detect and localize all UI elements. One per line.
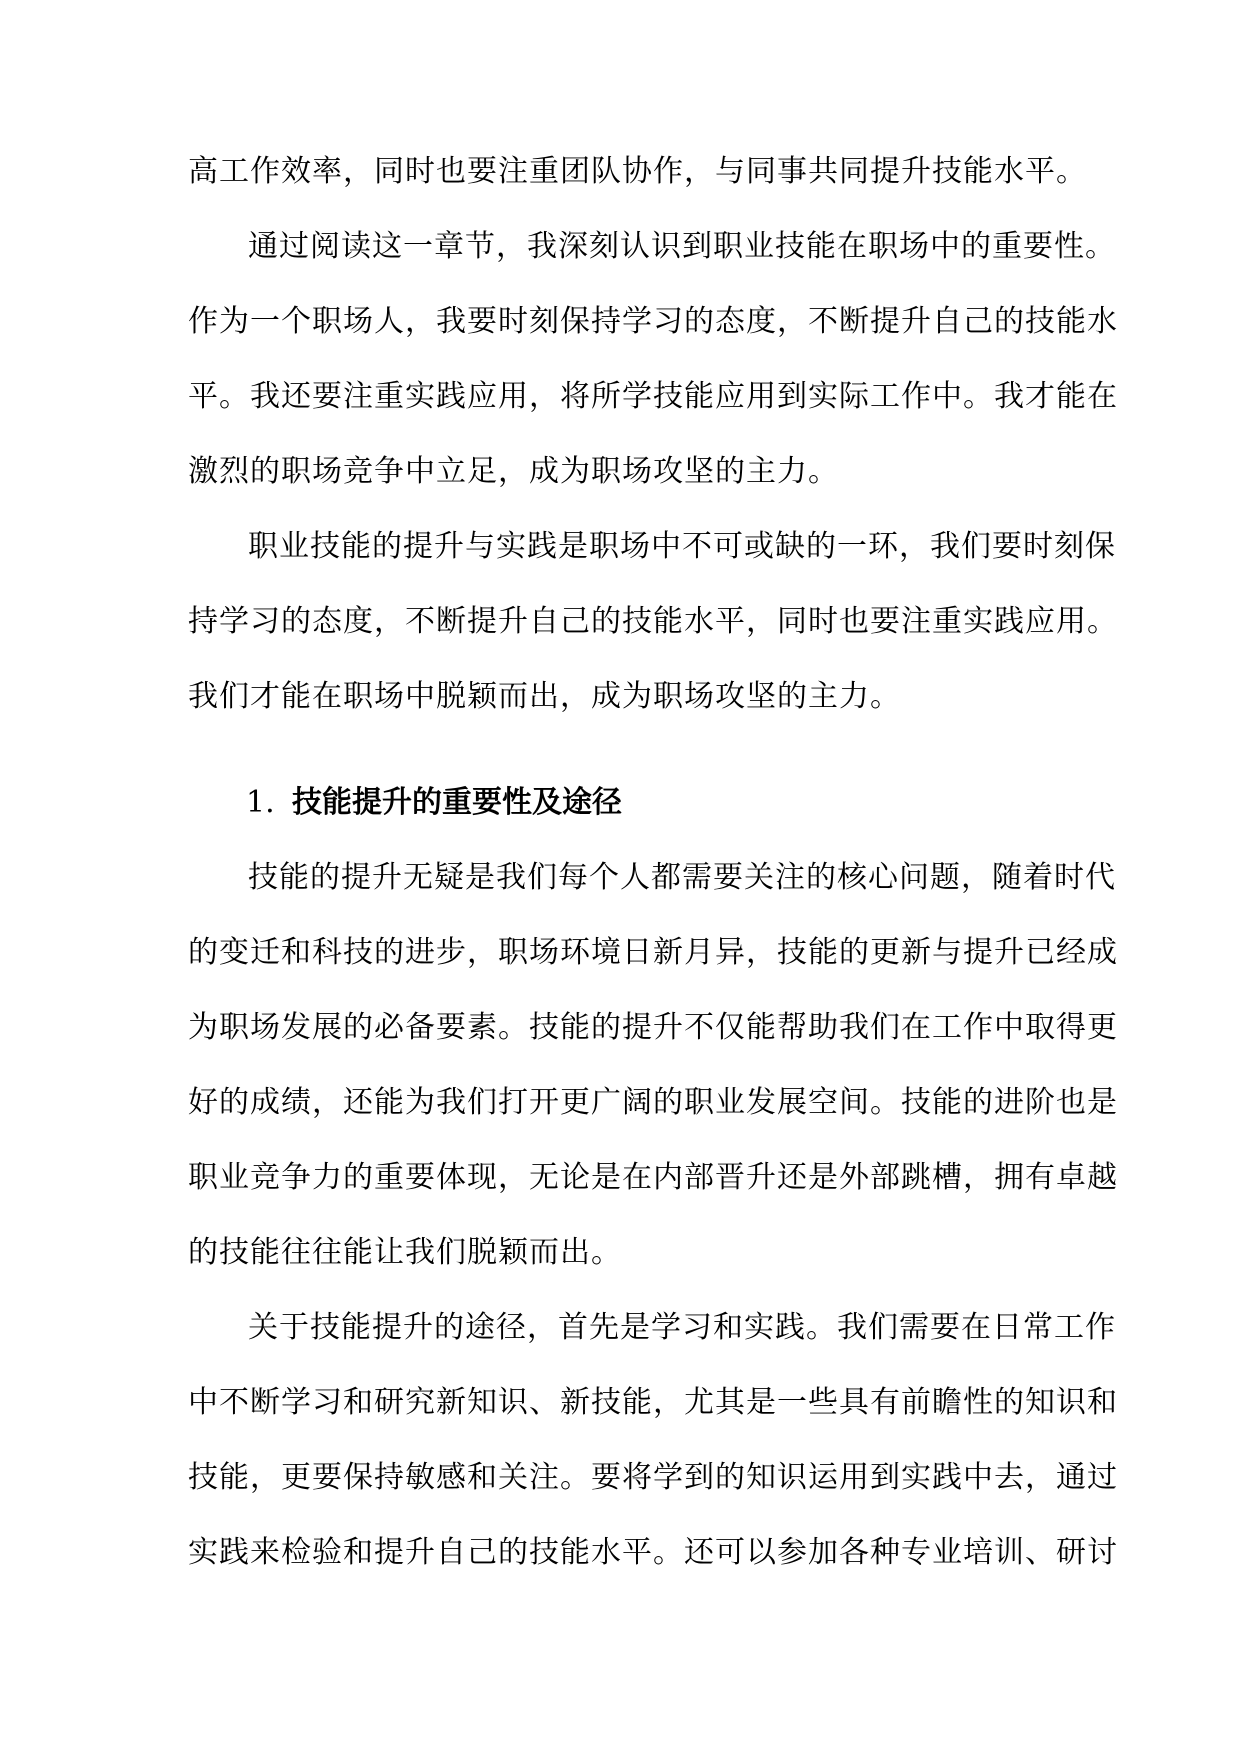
paragraph-line: 我们才能在职场中脱颖而出，成为职场攻坚的主力。 (188, 679, 901, 714)
paragraph-line: 为职场发展的必备要素。技能的提升不仅能帮助我们在工作中取得更 (188, 1010, 1118, 1045)
paragraph-line: 好的成绩，还能为我们打开更广阔的职业发展空间。技能的进阶也是 (188, 1085, 1118, 1120)
paragraph-line: 关于技能提升的途径，首先是学习和实践。我们需要在日常工作 (248, 1310, 1116, 1345)
paragraph-line: 的技能往往能让我们脱颖而出。 (188, 1235, 622, 1270)
paragraph-line: 技能的提升无疑是我们每个人都需要关注的核心问题，随着时代 (248, 860, 1116, 895)
section-heading (246, 783, 622, 823)
paragraph-line: 的变迁和科技的进步，职场环境日新月异，技能的更新与提升已经成 (188, 935, 1118, 970)
paragraph-line: 高工作效率，同时也要注重团队协作，与同事共同提升技能水平。 (188, 154, 1087, 189)
paragraph-line: 实践来检验和提升自己的技能水平。还可以参加各种专业培训、研讨 (188, 1535, 1118, 1570)
paragraph-line: 技能，更要保持敏感和关注。要将学到的知识运用到实践中去，通过 (188, 1460, 1118, 1495)
paragraph-line: 通过阅读这一章节，我深刻认识到职业技能在职场中的重要性。 (248, 229, 1116, 264)
paragraph-line: 中不断学习和研究新知识、新技能，尤其是一些具有前瞻性的知识和 (188, 1385, 1118, 1420)
section-title: 技能提升的重要性及途径 (292, 785, 622, 820)
paragraph-line: 平。我还要注重实践应用，将所学技能应用到实际工作中。我才能在 (188, 379, 1118, 414)
paragraph-line: 持学习的态度，不断提升自己的技能水平，同时也要注重实践应用。 (188, 604, 1118, 639)
paragraph-line: 职业竞争力的重要体现，无论是在内部晋升还是外部跳槽，拥有卓越 (188, 1160, 1118, 1195)
paragraph-line: 激烈的职场竞争中立足，成为职场攻坚的主力。 (188, 454, 839, 489)
paragraph-line: 职业技能的提升与实践是职场中不可或缺的一环，我们要时刻保 (248, 529, 1116, 564)
paragraph-line: 作为一个职场人，我要时刻保持学习的态度，不断提升自己的技能水 (188, 304, 1118, 339)
section-number: 1. (246, 785, 275, 820)
